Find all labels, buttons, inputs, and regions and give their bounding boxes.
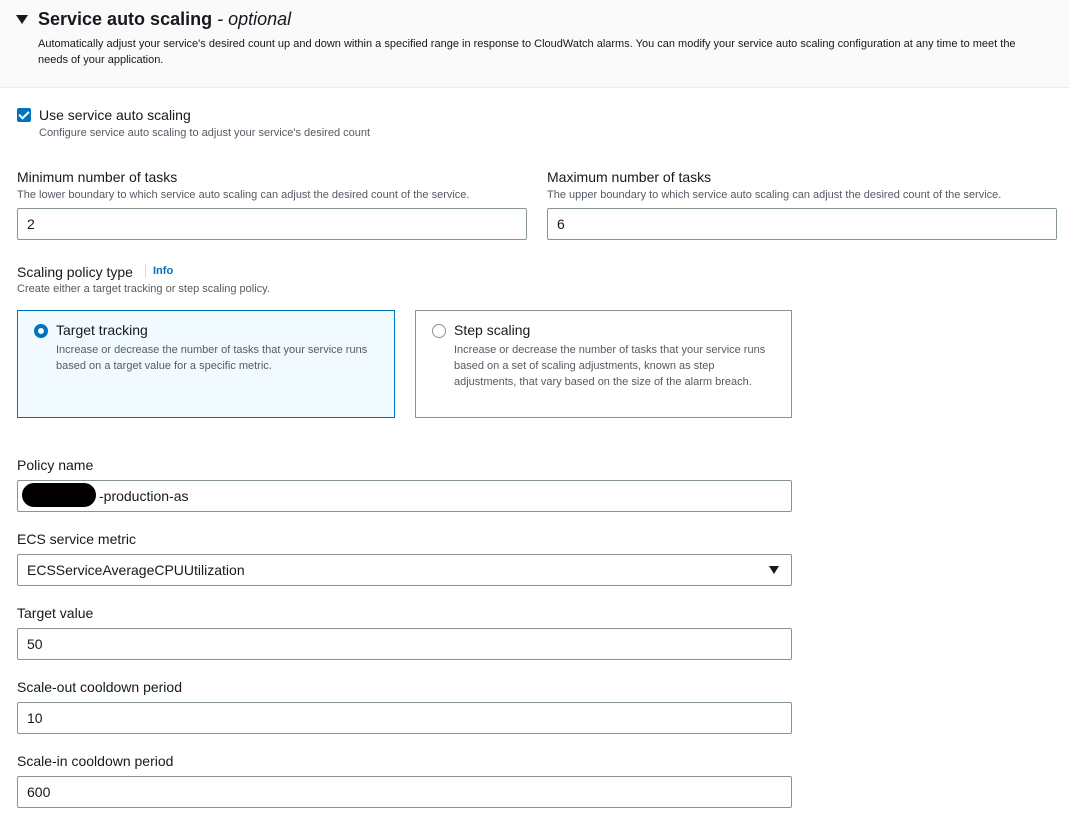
expand-caret-icon[interactable] (16, 15, 28, 24)
target-tracking-description: Increase or decrease the number of tasks that your service runs based on a target value for a specific metric. (56, 344, 368, 372)
scale-out-cooldown-value: 10 (27, 710, 43, 726)
ecs-metric-label: ECS service metric (17, 531, 137, 547)
max-tasks-input[interactable] (547, 208, 1057, 240)
policy-name-input[interactable] (17, 480, 792, 512)
min-tasks-label: Minimum number of tasks (17, 169, 178, 185)
min-tasks-description: The lower boundary to which service auto scaling can adjust the desired count of the service. (17, 189, 470, 201)
min-tasks-value: 2 (27, 216, 35, 232)
scale-in-cooldown-value: 600 (27, 784, 51, 800)
policy-type-label: Scaling policy type (17, 264, 133, 280)
target-value-input[interactable] (17, 628, 792, 660)
max-tasks-description: The upper boundary to which service auto scaling can adjust the desired count of the service. (547, 189, 1002, 201)
target-tracking-radio[interactable] (34, 324, 48, 338)
ecs-metric-value: ECSServiceAverageCPUUtilization (27, 562, 245, 578)
target-value-label: Target value (17, 605, 94, 621)
policy-name-value: -production-as (99, 488, 189, 504)
step-scaling-description: Increase or decrease the number of tasks that your service runs based on a set of scaling adjustments, known as step adjustments, that vary based on the size of the alarm breach. (454, 344, 766, 388)
step-scaling-radio[interactable] (432, 324, 446, 338)
section-title-optional: - optional (217, 9, 292, 29)
policy-type-info-link[interactable]: Info (153, 265, 174, 277)
use-auto-scaling-checkbox[interactable] (17, 108, 31, 122)
section-header (0, 0, 1069, 88)
section-description: Automatically adjust your service's desired count up and down within a specified range in response to CloudWatch alarms. You can modify your service auto scaling configuration at any time to meet the needs of your application. (38, 38, 1016, 66)
min-tasks-input[interactable] (17, 208, 527, 240)
section-title-text: Service auto scaling (38, 9, 213, 29)
scale-in-cooldown-label: Scale-in cooldown period (17, 753, 174, 769)
ecs-metric-select[interactable] (17, 554, 792, 586)
section-title[interactable] (38, 9, 291, 30)
step-scaling-option[interactable] (415, 310, 792, 418)
redaction-mark (22, 483, 96, 507)
scale-out-cooldown-input[interactable] (17, 702, 792, 734)
chevron-down-icon[interactable] (769, 566, 779, 574)
target-value-value: 50 (27, 636, 43, 652)
max-tasks-label: Maximum number of tasks (547, 169, 712, 185)
max-tasks-value: 6 (557, 216, 565, 232)
policy-type-description: Create either a target tracking or step scaling policy. (17, 283, 270, 295)
scale-out-cooldown-label: Scale-out cooldown period (17, 679, 182, 695)
use-auto-scaling-description: Configure service auto scaling to adjust your service's desired count (39, 127, 371, 139)
policy-name-label: Policy name (17, 457, 94, 473)
use-auto-scaling-label[interactable]: Use service auto scaling (39, 107, 191, 123)
target-tracking-option[interactable] (17, 310, 395, 418)
info-separator (145, 264, 146, 278)
scale-in-cooldown-input[interactable] (17, 776, 792, 808)
step-scaling-title: Step scaling (454, 322, 531, 338)
target-tracking-title: Target tracking (56, 322, 148, 338)
